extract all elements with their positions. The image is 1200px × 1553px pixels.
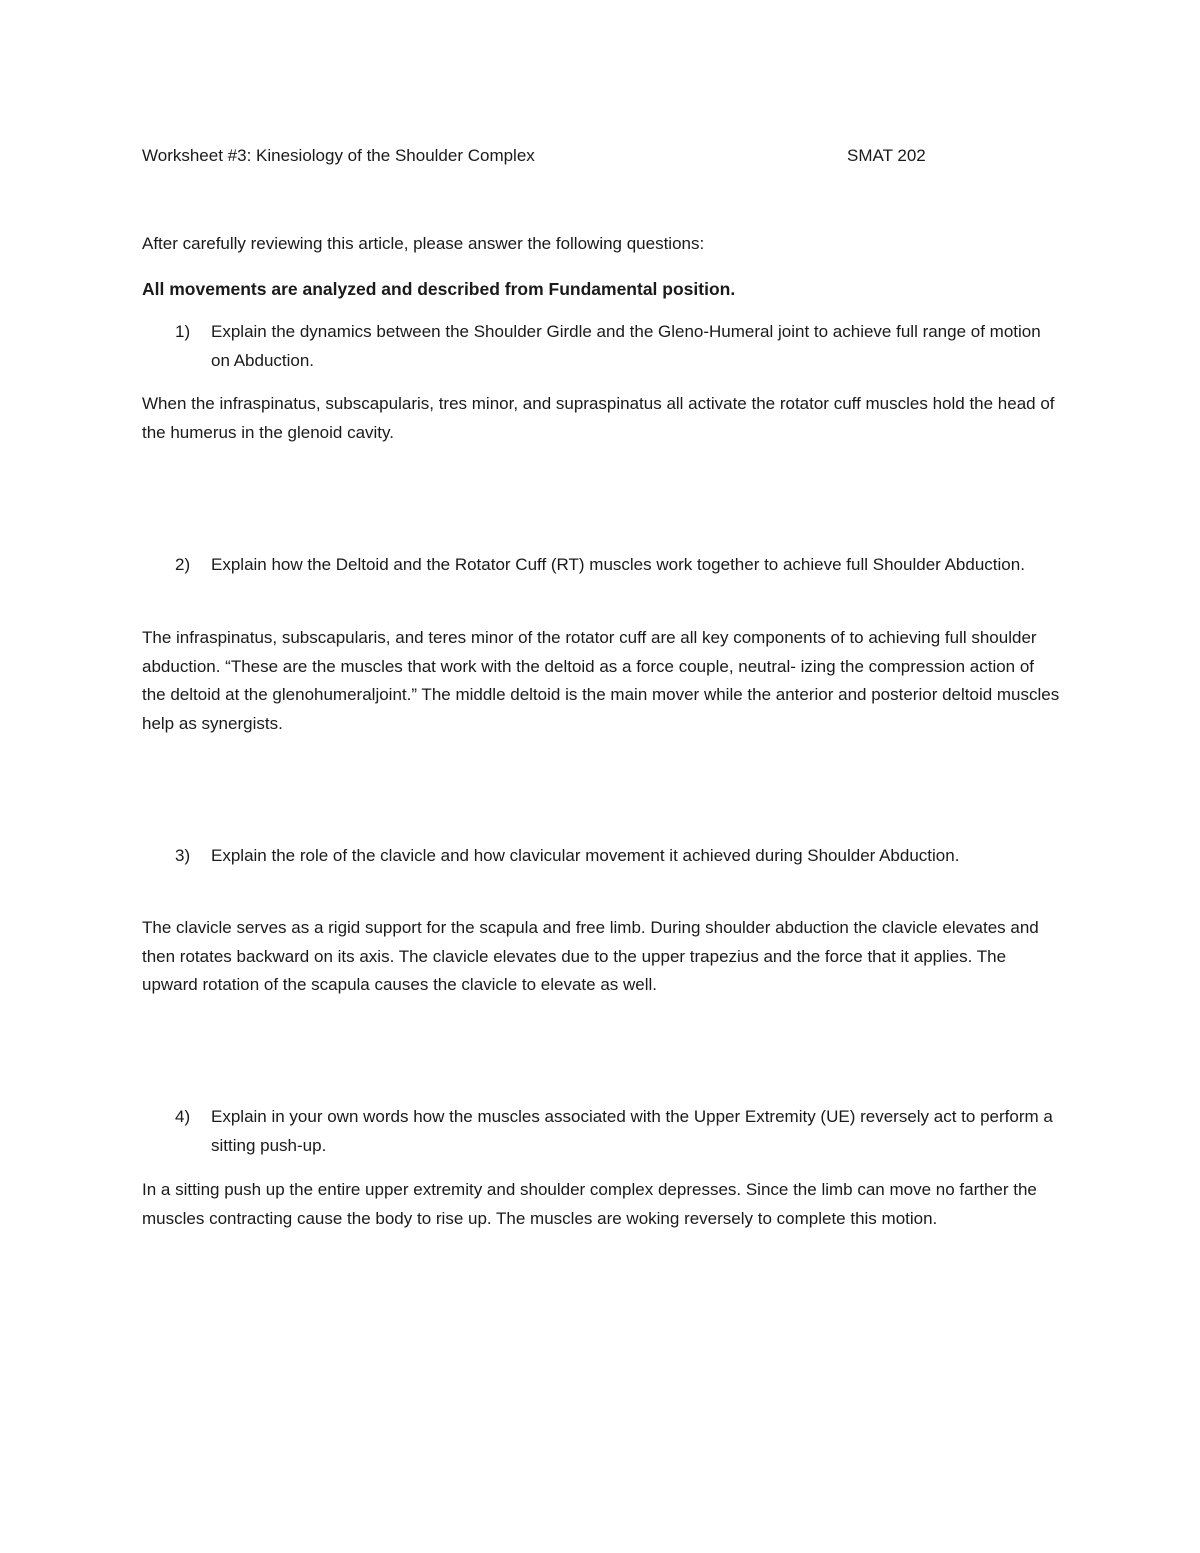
question-number: 3)	[175, 846, 191, 865]
question-number: 2)	[175, 555, 191, 574]
question-text: Explain how the Deltoid and the Rotator Cuff (RT) muscles work together to achieve full Shoulder Abduction.	[211, 555, 1025, 574]
question-text: Explain the role of the clavicle and how clavicular movement it achieved during Shoulder Abduction.	[211, 846, 960, 865]
question-text: Explain in your own words how the muscles associated with the Upper Extremity (UE) reversely act to perform a sitting push-up.	[211, 1107, 1053, 1155]
question-number: 1)	[175, 322, 191, 341]
answer-3: The clavicle serves as a rigid support for the scapula and free limb. During shoulder abduction the clavicle elevates and then rotates backward on its axis. The clavicle elevates due to the upper trapezius and the force that it applies. The upward rotation of the scapula causes the clavicle to elevate as well.	[142, 918, 1039, 994]
emphasis-note: All movements are analyzed and described from Fundamental position.	[142, 279, 736, 299]
answer-2: The infraspinatus, subscapularis, and teres minor of the rotator cuff are all key components of to achieving full shoulder abduction. “These are the muscles that work with the deltoid as a force couple, neutral- izing the compression action of the deltoid at the glenohumeraljoint.” The middle deltoid is the main mover while the anterior and posterior deltoid muscles help as synergists.	[142, 628, 1060, 733]
answer-1: When the infraspinatus, subscapularis, tres minor, and supraspinatus all activate the rotator cuff muscles hold the head of the humerus in the glenoid cavity.	[142, 394, 1055, 442]
question-text: Explain the dynamics between the Shoulder Girdle and the Gleno-Humeral joint to achieve full range of motion on Abduction.	[211, 322, 1041, 370]
answer-4: In a sitting push up the entire upper extremity and shoulder complex depresses. Since the limb can move no farther the muscles contracting cause the body to rise up. The muscles are woking reversely to complete this motion.	[142, 1180, 1037, 1228]
instructions: After carefully reviewing this article, please answer the following questions:	[142, 234, 705, 253]
question-number: 4)	[175, 1107, 191, 1126]
course-code: SMAT 202	[847, 146, 926, 165]
worksheet-title: Worksheet #3: Kinesiology of the Shoulder Complex	[142, 146, 535, 165]
